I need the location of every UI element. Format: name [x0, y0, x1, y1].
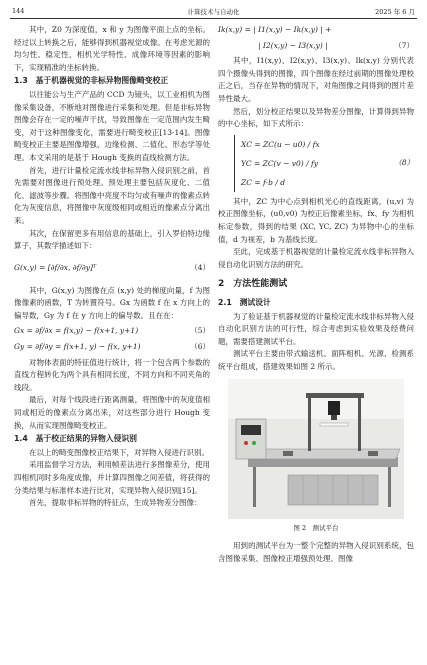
equation-5-number: （5）	[190, 326, 210, 336]
equation-4	[14, 256, 210, 282]
section-heading-2-1: 2.1 测试设计	[218, 297, 271, 307]
paragraph: 然后，划分校正结果以及异物差分图像，计算得到异物的中心坐标，如下式所示：	[218, 106, 414, 129]
paragraph: 采用监督学习方法，利用帧差法进行多图像差分，使用四相机同时多角度成像，并计算四图像之间差值，将获得的分类结果与标准样本进行比对，实现异物入侵识别[15]。	[14, 460, 210, 495]
equation-4-body: G(x,y) = [∂f/∂x, ∂f/∂y]ᵀ	[14, 263, 97, 273]
paragraph: 最后，对每个线段进行距离测量，将图像中的灰度值相同或相近的像素点分离出来，对这些部分进行 Hough 变换，从而实现图像畸变校正。	[14, 395, 210, 430]
paragraph: 用到的测试平台为一整个完整的异物入侵识别系统，包含图像采集、图像校正增强预处理、图像	[218, 541, 414, 563]
equation-7	[218, 24, 414, 37]
equation-4-number: （4）	[190, 263, 210, 273]
equation-8-y: YC = ZC(v − v0) / fy	[241, 158, 319, 168]
issue-date: 2025 年 6 月	[375, 8, 415, 16]
equation-8-number: （8）	[394, 157, 414, 167]
equation-5	[14, 325, 210, 338]
section-heading-2: 2 方法性能测试	[218, 279, 288, 290]
page-number: 144	[12, 7, 25, 15]
equation-8	[218, 135, 414, 192]
paragraph: 为了验证基于机器视觉的计量检定流水线非标异物入侵自动化识别方法的可行性，综合考虑到实验效果及经费问题，需要搭建测试平台。	[218, 311, 414, 346]
equation-5-body: Gx = ∂f/∂x = f(x,y) − f(x+1, y+1)	[14, 326, 139, 336]
paragraph: 其中，Z0 为深度值，x 和 y 为图像平面上点的坐标。经过以上转换之后，能够得到机器视觉成像。在考虑光源的均匀性、稳定性，相机光学特性、成像环境等因素的影响下，实现精准的坐标转换。	[14, 25, 210, 72]
paragraph: 其次，在保留更多有用信息的基础上，引入罗伯特边缘算子，其数学描述如下：	[14, 228, 210, 251]
paragraph: 至此，完成基于机器视觉的计量检定流水线非标异物入侵自动化识别方法的研究。	[218, 247, 414, 269]
equation-6-number: （6）	[190, 342, 210, 352]
paragraph: 在以上的畸变图像校正结果下，对异物入侵进行识别。	[29, 447, 209, 457]
paragraph: 其中，ZC 为中心点到相机光心的直线距离，(u,v) 为校正图像坐标，(u0,v0) 为校正后像素坐标，fx、fy 为相机标定参数，得到的结果 (XC, YC, ZC) 为异物中心的坐标值，d 为视差，b 为基线长度。	[218, 196, 414, 244]
left-column	[14, 24, 210, 510]
journal-name: 计算技术与自动化	[187, 8, 240, 16]
equation-8-z: ZC = f·b / d	[241, 177, 286, 187]
equation-7-cont	[218, 40, 414, 53]
paragraph: 首先，提取非标异物的特征点，生成异物差分图像：	[29, 498, 202, 508]
equation-8-system	[234, 135, 320, 192]
paragraph: 测试平台主要由带式输送机、面阵相机、光源、检测系统平台组成，搭建效果如图 2 所示。	[218, 349, 414, 371]
section-heading-1-4: 1.4 基于校正结果的异物入侵识别	[14, 434, 137, 444]
equation-8-x: XC = ZC(u − u0) / fx	[241, 139, 320, 149]
equation-7-number: （7）	[394, 40, 414, 50]
equation-6	[14, 341, 210, 354]
test-platform-photo	[228, 379, 404, 519]
equation-6-body: Gy = ∂f/∂y = f(x+1, y) − f(x, y+1)	[14, 342, 141, 352]
paragraph: 对物体表面的特征值进行统计，将一个包含两个参数的直线方程转化为两个具有相同长度，不同方向和不同夹角的线段。	[14, 357, 210, 392]
equation-7-body-a: Ik(x,y) = | I1(x,y) − Ik(x,y) | +	[218, 25, 332, 34]
test-platform-illustration	[228, 379, 404, 519]
section-heading-1-3: 1.3 基于机器视觉的非标异物图像畸变校正	[14, 76, 169, 86]
paragraph: 其中，G(x,y) 为图像在点 (x,y) 处的梯度向量，f 为图像像素的函数，T 为转置符号。Gx 为函数 f 在 x 方向上的偏导数，Gy 为 f 在 y 方向上的偏导数。且在在：	[14, 285, 210, 320]
paragraph: 首先，进行计量检定流水线非标异物入侵识别之前，首先需要对图像进行预处理。预处理主要包括灰度化、二值化、滤波等步骤。将图像中亮度不均匀或有噪声的像素点转化为灰度信息，将图像中灰度级相同或相近的像素点分离出来。	[14, 165, 210, 225]
right-column	[218, 24, 414, 565]
paragraph: 以往能公与生产产品的 CCD 为镜头，以工业相机为图像采集设备，不断地对图像进行采集和处理。但是非标异物图像会存在一定的噪声干扰，导致图像在一定范围内发生畸变，对于这种图像变化，需要进行畸变校正[13-14]。图像畸变校正主要是图像增强、边缘检测、二值化、形态学等处理。本文采用的是基于 Hough 变换的直线检测方法。	[14, 89, 210, 162]
paragraph: 其中，I1(x,y)、I2(x,y)、I3(x,y)、Ik(x,y) 分别代表四个摄像头得到的图像，四个图像在经过前期的图像处理校正之后，当存在异物的情况下，对角图像之间得到的图片差异性最大。	[218, 56, 414, 103]
equation-7-body-b: | I2(x,y) − I3(x,y) |	[258, 40, 328, 50]
figure-caption: 图 2 测试平台	[293, 524, 339, 533]
running-header	[10, 6, 417, 19]
